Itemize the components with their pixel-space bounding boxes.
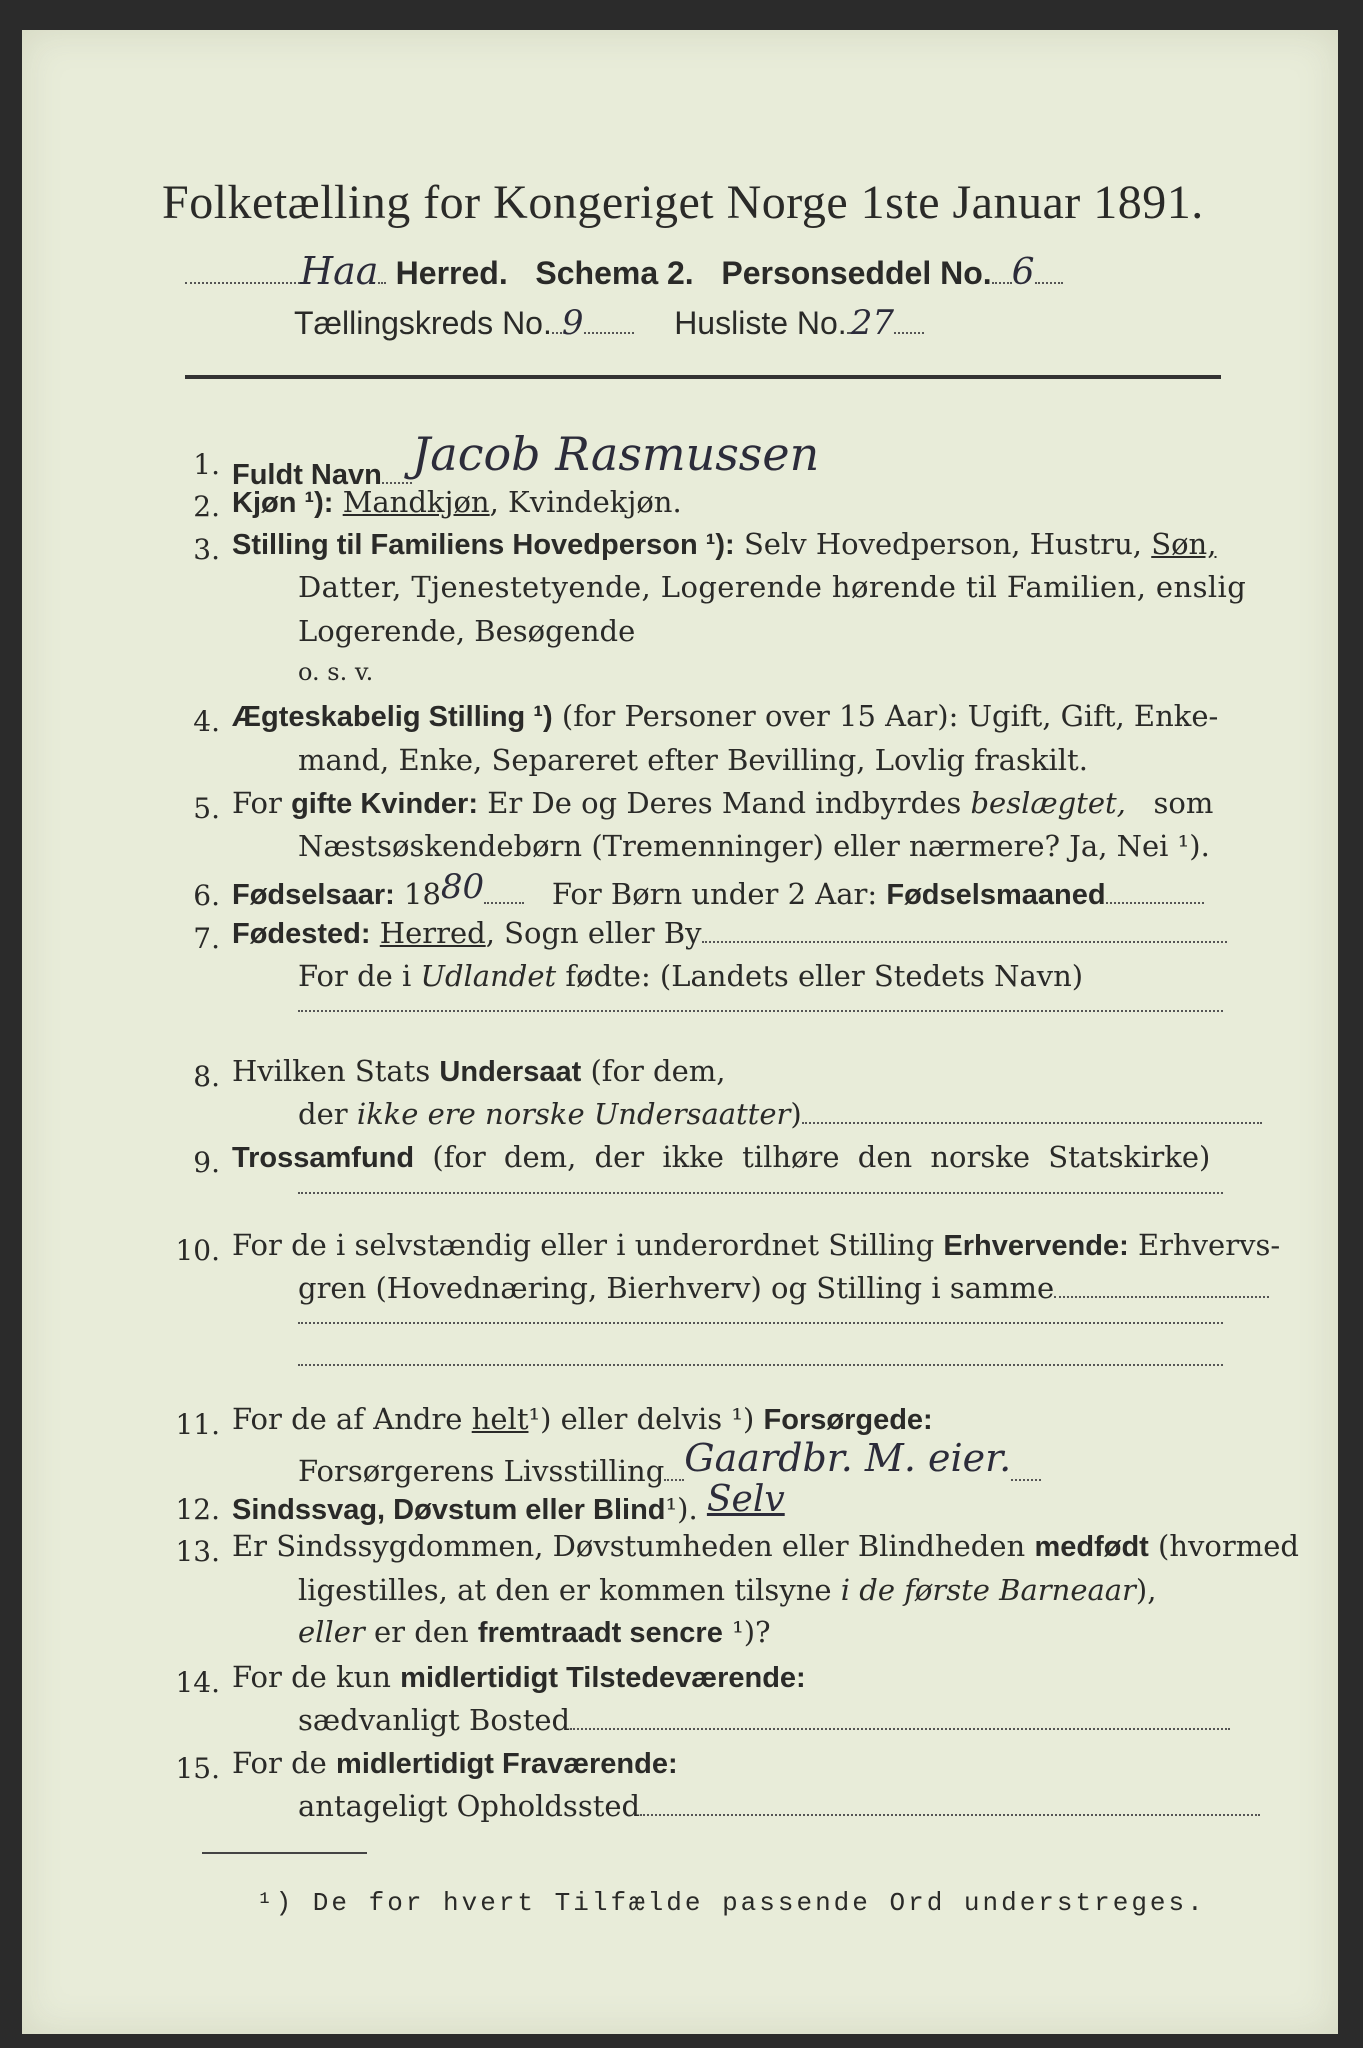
q2-row bbox=[232, 485, 682, 519]
kreds-line bbox=[294, 303, 924, 343]
q3-line4: o. s. v. bbox=[298, 658, 374, 686]
q6-prefix: 18 bbox=[404, 877, 441, 911]
q1-value: Jacob Rasmussen bbox=[411, 427, 820, 481]
q2-option-kvindekjon: , Kvindekjøn. bbox=[489, 485, 682, 519]
census-form bbox=[22, 30, 1338, 2034]
q4-label: Ægteskabelig Stilling ¹) bbox=[232, 701, 553, 733]
q6-label2: Fødselsmaaned bbox=[886, 879, 1106, 911]
q5-label: gifte Kvinder: bbox=[291, 788, 478, 820]
husliste-label: Husliste No. bbox=[674, 305, 847, 341]
q15-line2: antageligt Opholdssted bbox=[298, 1789, 641, 1823]
q12-suffix: ¹). bbox=[665, 1492, 698, 1526]
q11-line1b: ¹) eller delvis ¹) bbox=[528, 1402, 755, 1436]
q7-row1 bbox=[232, 916, 1227, 950]
herred-value: Haa bbox=[300, 249, 379, 293]
q5-row1 bbox=[232, 786, 1214, 820]
q10-line1a: For de i selvstændig eller i underordnet Stilling bbox=[232, 1228, 935, 1262]
q1-label: Fuldt Navn bbox=[232, 459, 382, 491]
herred-label: Herred. bbox=[395, 255, 508, 291]
header-rule bbox=[185, 375, 1221, 379]
q10-line2: gren (Hovednæring, Bierhverv) og Stilling i samme bbox=[298, 1271, 1055, 1305]
q8-line2b: ) bbox=[790, 1097, 802, 1131]
q10-blank-line-1 bbox=[298, 1322, 1223, 1324]
q5-line2: Næstsøskendebørn (Tremenninger) eller nærmere? Ja, Nei ¹). bbox=[298, 829, 1210, 863]
q2-number: 2. bbox=[193, 490, 220, 523]
q13-line1b: (hvormed bbox=[1158, 1529, 1299, 1563]
q13-line1a: Er Sindssygdommen, Døvstumheden eller Blindheden bbox=[232, 1529, 1026, 1563]
q11-option-helt: helt bbox=[471, 1402, 529, 1436]
q8-line2-italic: ikke ere norske Undersaatter bbox=[356, 1097, 791, 1131]
q12-number: 12. bbox=[175, 1493, 220, 1526]
q12-value: Selv bbox=[706, 1479, 785, 1520]
q14-row1 bbox=[232, 1660, 806, 1694]
q4-row1 bbox=[232, 699, 1219, 733]
q6-row bbox=[232, 867, 1204, 911]
q8-line1b: (for dem, bbox=[590, 1054, 726, 1088]
q4-line1: (for Personer over 15 Aar): Ugift, Gift, Enke- bbox=[561, 699, 1219, 733]
personseddel-value: 6 bbox=[1011, 252, 1035, 293]
q7-rest: , Sogn eller By bbox=[485, 916, 702, 950]
q15-line1-bold: midlertidigt Fraværende: bbox=[336, 1748, 678, 1780]
q7-blank-line bbox=[298, 1010, 1223, 1012]
q13-line2b: ), bbox=[1135, 1573, 1157, 1607]
q1-number: 1. bbox=[193, 448, 220, 481]
q5-line1b: som bbox=[1153, 786, 1214, 820]
personseddel-label: Personseddel No. bbox=[721, 255, 992, 291]
q3-label: Stilling til Familiens Hovedperson ¹): bbox=[232, 529, 735, 561]
q3-line2: Datter, Tjenestetyende, Logerende hørende til Familien, enslig bbox=[298, 570, 1247, 604]
q11-line2: Forsørgerens Livsstilling bbox=[298, 1454, 665, 1488]
q2-option-mandkjon: Mandkjøn bbox=[342, 485, 490, 519]
q13-row2 bbox=[298, 1573, 1157, 1607]
q11-number: 11. bbox=[175, 1408, 220, 1441]
q10-row1 bbox=[232, 1228, 1281, 1262]
q8-row2 bbox=[298, 1097, 1262, 1131]
q13-line3-italic: eller bbox=[298, 1615, 365, 1649]
q14-number: 14. bbox=[175, 1666, 220, 1699]
q10-blank-line-2 bbox=[298, 1364, 1223, 1366]
kreds-label: Tællingskreds No. bbox=[294, 305, 552, 341]
q13-row3 bbox=[298, 1615, 771, 1649]
q8-line2a: der bbox=[298, 1097, 348, 1131]
q3-line1: Selv Hovedperson, Hustru, bbox=[743, 527, 1143, 561]
q12-row bbox=[232, 1479, 785, 1526]
q6-number: 6. bbox=[193, 879, 220, 912]
q13-line1-bold: medfødt bbox=[1034, 1531, 1149, 1563]
q8-line1a: Hvilken Stats bbox=[232, 1054, 431, 1088]
q14-line1-bold: midlertidigt Tilstedeværende: bbox=[400, 1662, 806, 1694]
q6-text: For Børn under 2 Aar: bbox=[551, 877, 878, 911]
herred-line bbox=[185, 249, 1063, 293]
q7-option-herred: Herred bbox=[379, 916, 486, 950]
q10-number: 10. bbox=[175, 1234, 220, 1267]
q5-line1-italic: beslægtet, bbox=[970, 786, 1126, 820]
q13-line2a: ligestilles, at den er kommen tilsyne bbox=[298, 1573, 832, 1607]
q14-line2: sædvanligt Bosted bbox=[298, 1703, 571, 1737]
q5-number: 5. bbox=[193, 792, 220, 825]
q11-row1 bbox=[232, 1402, 933, 1436]
q9-text: (for dem, der ikke tilhøre den norske Statskirke) bbox=[432, 1140, 1211, 1174]
q3-line3: Logerende, Besøgende bbox=[298, 614, 636, 648]
q13-row1 bbox=[232, 1529, 1299, 1563]
q12-label: Sindssvag, Døvstum eller Blind bbox=[232, 1494, 666, 1526]
q9-label: Trossamfund bbox=[232, 1142, 415, 1174]
schema-label: Schema 2. bbox=[535, 255, 694, 291]
footnote: ¹) De for hvert Tilfælde passende Ord understreges. bbox=[257, 1888, 1206, 1918]
q4-number: 4. bbox=[193, 705, 220, 738]
q6-value: 80 bbox=[440, 867, 485, 907]
footnote-rule bbox=[202, 1852, 367, 1854]
q14-row2 bbox=[298, 1703, 1230, 1737]
q13-line3-bold: fremtraadt sencre bbox=[477, 1617, 723, 1649]
q15-line1a: For de bbox=[232, 1746, 327, 1780]
q2-label: Kjøn ¹): bbox=[232, 487, 334, 519]
q5-line1a: Er De og Deres Mand indbyrdes bbox=[487, 786, 962, 820]
q7-row2 bbox=[298, 959, 1084, 993]
q9-row bbox=[232, 1140, 1211, 1174]
q3-row1 bbox=[232, 527, 1217, 561]
q11-line1-bold: Forsørgede: bbox=[763, 1404, 933, 1436]
q9-blank-line bbox=[298, 1192, 1223, 1194]
q7-number: 7. bbox=[193, 922, 220, 955]
q6-label: Fødselsaar: bbox=[232, 879, 395, 911]
q13-number: 13. bbox=[175, 1535, 220, 1568]
q10-line1-bold: Erhvervende: bbox=[943, 1230, 1129, 1262]
q8-number: 8. bbox=[193, 1060, 220, 1093]
q11-line1a: For de af Andre bbox=[232, 1402, 463, 1436]
kreds-value: 9 bbox=[561, 303, 584, 343]
q10-line1b: Erhvervs- bbox=[1137, 1228, 1281, 1262]
form-title: Folketælling for Kongeriget Norge 1ste Januar 1891. bbox=[162, 176, 1204, 229]
q8-row1 bbox=[232, 1054, 726, 1088]
q15-row2 bbox=[298, 1789, 1260, 1823]
q3-number: 3. bbox=[193, 533, 220, 566]
q8-line1-bold: Undersaat bbox=[439, 1056, 582, 1088]
q4-line2: mand, Enke, Separeret efter Bevilling, Lovlig fraskilt. bbox=[298, 743, 1088, 777]
q11-row2 bbox=[298, 1436, 1041, 1488]
q9-number: 9. bbox=[193, 1146, 220, 1179]
q15-number: 15. bbox=[175, 1752, 220, 1785]
q7-line2-italic: Udlandet bbox=[420, 959, 557, 993]
q13-line2-italic: i de første Barneaar bbox=[840, 1573, 1136, 1607]
q7-line2a: For de i bbox=[298, 959, 412, 993]
q10-row2 bbox=[298, 1271, 1269, 1305]
q13-line3a: er den bbox=[373, 1615, 469, 1649]
q7-line2b: fødte: (Landets eller Stedets Navn) bbox=[565, 959, 1084, 993]
husliste-value: 27 bbox=[850, 303, 894, 343]
q13-line3b: ¹)? bbox=[732, 1615, 771, 1649]
q14-line1a: For de kun bbox=[232, 1660, 391, 1694]
q5-label-pre: For bbox=[232, 786, 282, 820]
q15-row1 bbox=[232, 1746, 678, 1780]
q3-option-son: Søn, bbox=[1151, 527, 1217, 561]
q7-label: Fødested: bbox=[232, 918, 371, 950]
q11-value: Gaardbr. M. eier. bbox=[684, 1436, 1012, 1480]
